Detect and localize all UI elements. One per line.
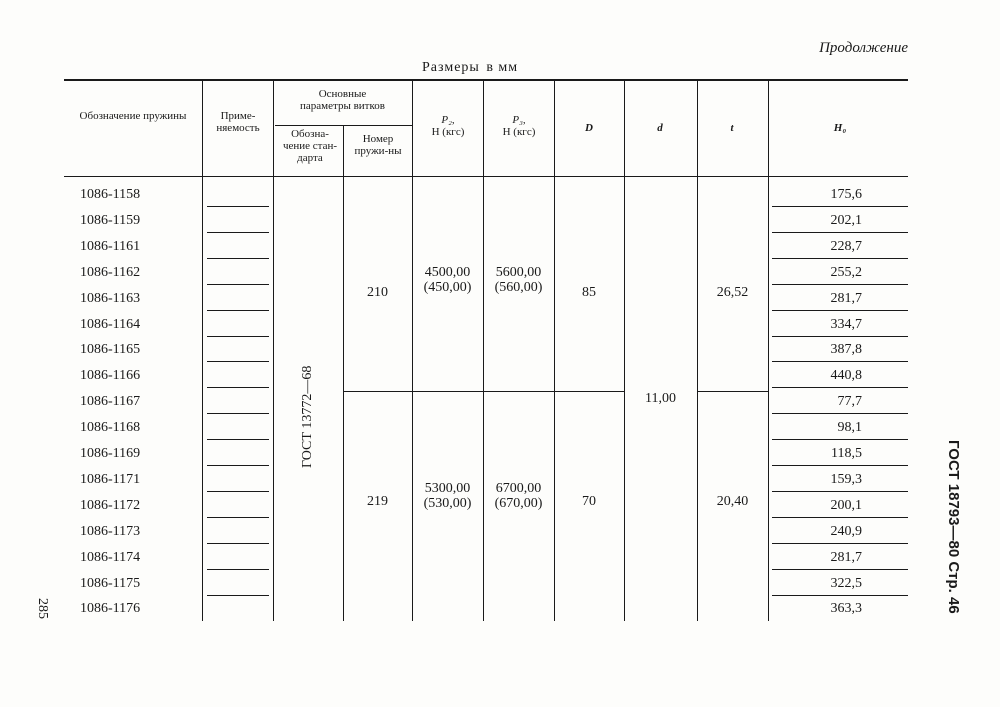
col-line xyxy=(768,81,769,621)
group1-p2-value: 4500,00 xyxy=(424,265,471,280)
side-gost-label: ГОСТ 18793—80 Стр. 46 xyxy=(945,440,962,614)
header-designation: Обозначение пружины xyxy=(79,110,187,122)
col-line xyxy=(343,126,344,621)
col-line xyxy=(412,81,413,621)
row-code: 1086-1172 xyxy=(80,497,141,513)
row-code: 1086-1167 xyxy=(80,394,141,410)
row-code: 1086-1159 xyxy=(80,212,141,228)
row-rule xyxy=(207,258,269,259)
row-rule xyxy=(772,491,792,492)
row-h0: 240,9 xyxy=(830,523,862,539)
col-line xyxy=(554,81,555,621)
group1-p3 xyxy=(483,265,554,295)
row-rule xyxy=(792,543,908,544)
group1-p3-kgf: (560,00) xyxy=(494,280,543,295)
group1-t: 26,52 xyxy=(716,285,749,300)
header-bottom-rule xyxy=(64,176,908,177)
row-rule xyxy=(792,413,908,414)
row-code: 1086-1169 xyxy=(80,446,141,461)
row-rule xyxy=(772,232,792,233)
row-rule xyxy=(772,465,792,466)
dimensions-caption xyxy=(422,60,518,76)
header-p2-symbol: P₂, xyxy=(441,114,455,126)
group2-p3 xyxy=(483,481,554,511)
row-rule xyxy=(207,439,269,440)
row-rule xyxy=(792,232,908,233)
row-h0: 387,8 xyxy=(830,342,862,358)
row-rule xyxy=(792,439,908,440)
row-h0: 228,7 xyxy=(830,238,862,254)
row-h0: 159,3 xyxy=(830,471,862,487)
row-rule xyxy=(792,465,908,466)
row-code: 1086-1161 xyxy=(80,238,141,254)
header-p3-symbol: P₃, xyxy=(512,114,526,126)
col-line xyxy=(483,81,484,621)
row-rule xyxy=(207,543,269,544)
group-divider xyxy=(697,391,768,392)
row-code: 1086-1171 xyxy=(80,471,141,487)
row-h0: 363,3 xyxy=(830,601,862,617)
header-applicability: Приме-няемость xyxy=(216,110,260,134)
group1-p2-kgf: (450,00) xyxy=(423,280,472,295)
row-rule xyxy=(772,543,792,544)
group2-t: 20,40 xyxy=(716,494,749,509)
row-code: 1086-1158 xyxy=(80,187,141,202)
row-code: 1086-1165 xyxy=(80,342,141,358)
row-code: 1086-1164 xyxy=(80,316,141,332)
row-rule xyxy=(792,387,908,388)
row-rule xyxy=(207,361,269,362)
row-rule xyxy=(772,387,792,388)
row-h0: 322,5 xyxy=(830,575,862,591)
row-rule xyxy=(772,310,792,311)
row-code: 1086-1168 xyxy=(80,420,141,436)
row-h0: 281,7 xyxy=(830,549,862,565)
row-rule xyxy=(792,258,908,259)
row-rule xyxy=(772,361,792,362)
row-code: 1086-1163 xyxy=(80,290,141,306)
col-line xyxy=(624,81,625,621)
row-rule xyxy=(792,284,908,285)
row-rule xyxy=(207,517,269,518)
header-p3 xyxy=(488,114,550,138)
dimensions-caption-word: Размеры xyxy=(422,60,480,75)
row-rule xyxy=(207,232,269,233)
row-rule xyxy=(792,206,908,207)
row-rule xyxy=(207,465,269,466)
row-rule xyxy=(207,595,269,596)
row-h0: 440,8 xyxy=(830,368,862,384)
row-rule xyxy=(772,206,792,207)
standard-designation: ГОСТ 13772—68 xyxy=(300,365,315,468)
row-rule xyxy=(207,569,269,570)
row-rule xyxy=(207,491,269,492)
row-rule xyxy=(207,206,269,207)
row-rule xyxy=(792,361,908,362)
group-divider xyxy=(343,391,624,392)
row-h0: 334,7 xyxy=(830,316,862,332)
col-line xyxy=(697,81,698,621)
group2-p3-kgf: (670,00) xyxy=(494,496,543,511)
row-rule xyxy=(772,258,792,259)
row-code: 1086-1162 xyxy=(80,264,141,280)
d-value: 11,00 xyxy=(645,391,676,406)
row-h0: 255,2 xyxy=(830,264,862,280)
row-h0: 202,1 xyxy=(830,212,862,228)
row-rule xyxy=(792,517,908,518)
group2-p2-kgf: (530,00) xyxy=(423,496,472,511)
group2-D: 70 xyxy=(582,494,596,509)
row-rule xyxy=(772,336,792,337)
row-rule xyxy=(207,310,269,311)
row-code: 1086-1175 xyxy=(80,575,141,591)
header-main-params: Основные параметры витков xyxy=(300,88,385,112)
row-rule xyxy=(207,413,269,414)
group1-number: 210 xyxy=(367,285,388,300)
row-rule xyxy=(772,439,792,440)
row-h0: 200,1 xyxy=(830,497,862,513)
header-D: D xyxy=(585,122,593,134)
header-p2 xyxy=(417,114,479,138)
group2-p2-value: 5300,00 xyxy=(424,481,471,496)
row-rule xyxy=(772,595,792,596)
row-rule xyxy=(207,284,269,285)
group1-p3-value: 5600,00 xyxy=(495,265,542,280)
row-rule xyxy=(792,491,908,492)
group2-p3-value: 6700,00 xyxy=(495,481,542,496)
table-top-rule xyxy=(64,79,908,81)
group2-p2 xyxy=(412,481,483,511)
header-p3-unit: Н (кгс) xyxy=(502,126,536,138)
row-h0: 118,5 xyxy=(831,446,862,461)
row-code: 1086-1174 xyxy=(80,549,141,565)
row-rule xyxy=(207,387,269,388)
row-rule xyxy=(792,569,908,570)
row-rule xyxy=(772,569,792,570)
group1-D: 85 xyxy=(582,285,596,300)
row-code: 1086-1166 xyxy=(80,368,141,384)
row-h0: 175,6 xyxy=(830,187,862,202)
row-rule xyxy=(772,517,792,518)
row-rule xyxy=(792,595,908,596)
row-h0: 77,7 xyxy=(837,394,862,410)
row-code: 1086-1176 xyxy=(80,601,141,617)
row-code: 1086-1173 xyxy=(80,523,141,539)
group2-number: 219 xyxy=(367,494,388,509)
continuation-label: Продолжение xyxy=(819,40,908,56)
page-number: 285 xyxy=(35,598,50,619)
row-rule xyxy=(772,413,792,414)
row-rule xyxy=(772,284,792,285)
group1-p2 xyxy=(412,265,483,295)
row-rule xyxy=(207,336,269,337)
row-h0: 281,7 xyxy=(830,290,862,306)
col-line xyxy=(202,81,203,621)
header-t: t xyxy=(730,122,734,134)
row-h0: 98,1 xyxy=(837,420,862,436)
header-std-designation: Обозна-чение стан-дарта xyxy=(282,128,338,164)
col-line xyxy=(273,81,274,621)
header-d: d xyxy=(657,122,663,134)
header-H0: H₀ xyxy=(833,122,847,134)
dimensions-unit: в мм xyxy=(486,60,519,75)
header-p2-unit: Н (кгс) xyxy=(431,126,465,138)
row-rule xyxy=(792,310,908,311)
row-rule xyxy=(792,336,908,337)
header-spring-number: Номер пружи-ны xyxy=(354,133,402,157)
